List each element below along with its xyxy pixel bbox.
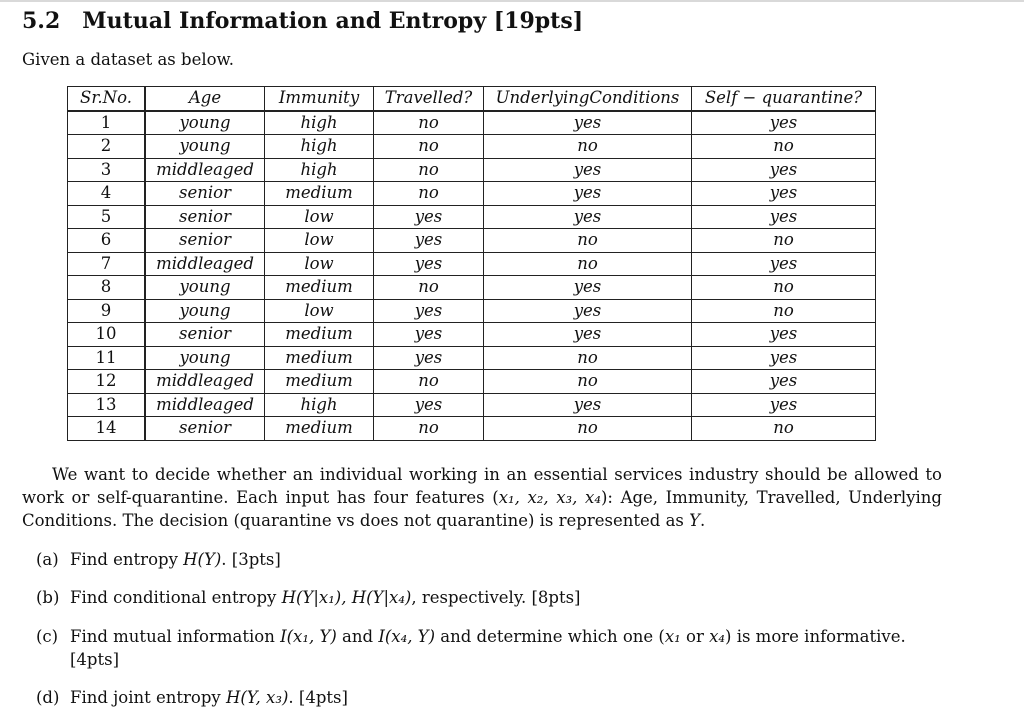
cell-age: young (145, 135, 265, 159)
question-b (36, 586, 580, 609)
description-part2: ): Age, Immunity, Travelled, Underlying Conditions. The decision (quarantine vs does not quarantine) is represented as (22, 488, 942, 530)
output-variable-math: Y (689, 511, 701, 530)
cell-self-quarantine: yes (692, 393, 876, 417)
cell-travelled: yes (374, 323, 484, 347)
header-sr-no: Sr.No. (68, 87, 146, 111)
cell-sr: 2 (68, 135, 146, 159)
table-row (68, 323, 876, 347)
question-math: H(Y) (183, 550, 222, 569)
problem-description (22, 463, 942, 532)
cell-immunity: high (265, 158, 374, 182)
cell-underlying: yes (484, 158, 692, 182)
question-text: Find mutual information (70, 627, 281, 646)
cell-immunity: high (265, 393, 374, 417)
table-row (68, 252, 876, 276)
cell-immunity: medium (265, 346, 374, 370)
header-travelled: Travelled? (374, 87, 484, 111)
cell-self-quarantine: yes (692, 158, 876, 182)
header-age: Age (145, 87, 265, 111)
cell-underlying: yes (484, 205, 692, 229)
intro-text: Given a dataset as below. (22, 50, 234, 69)
question-label: (c) (36, 627, 59, 646)
question-math: H(Y|x₁), H(Y|x₄) (281, 588, 412, 607)
cell-age: senior (145, 323, 265, 347)
top-divider (0, 0, 1024, 2)
cell-age: senior (145, 417, 265, 441)
table-row (68, 276, 876, 300)
cell-travelled: yes (374, 346, 484, 370)
table-row (68, 370, 876, 394)
cell-sr: 14 (68, 417, 146, 441)
question-tail: , respectively. [8pts] (411, 588, 581, 607)
cell-sr: 6 (68, 229, 146, 253)
cell-immunity: medium (265, 417, 374, 441)
cell-travelled: no (374, 135, 484, 159)
header-underlying-conditions: UnderlyingConditions (484, 87, 692, 111)
cell-sr: 8 (68, 276, 146, 300)
cell-sr: 13 (68, 393, 146, 417)
cell-age: middleaged (145, 370, 265, 394)
cell-travelled: no (374, 276, 484, 300)
table-header-row (68, 87, 876, 111)
table-row (68, 299, 876, 323)
cell-age: middleaged (145, 252, 265, 276)
cell-self-quarantine: yes (692, 323, 876, 347)
cell-immunity: medium (265, 370, 374, 394)
cell-immunity: high (265, 111, 374, 135)
cell-age: senior (145, 182, 265, 206)
cell-self-quarantine: no (692, 299, 876, 323)
cell-underlying: yes (484, 111, 692, 135)
question-text: Find joint entropy (70, 688, 226, 707)
header-immunity: Immunity (265, 87, 374, 111)
question-label: (a) (36, 550, 59, 569)
cell-immunity: medium (265, 323, 374, 347)
cell-age: young (145, 276, 265, 300)
cell-underlying: no (484, 252, 692, 276)
cell-sr: 5 (68, 205, 146, 229)
question-points: [4pts] (70, 650, 120, 669)
question-label: (b) (36, 588, 60, 607)
cell-underlying: no (484, 346, 692, 370)
cell-travelled: no (374, 182, 484, 206)
question-tail: . [3pts] (221, 550, 281, 569)
cell-age: senior (145, 229, 265, 253)
header-self-quarantine: Self − quarantine? (692, 87, 876, 111)
question-tail: . [4pts] (288, 688, 348, 707)
question-text: Find conditional entropy (70, 588, 282, 607)
cell-self-quarantine: yes (692, 111, 876, 135)
cell-underlying: yes (484, 276, 692, 300)
table-row (68, 205, 876, 229)
cell-immunity: high (265, 135, 374, 159)
section-heading (22, 8, 583, 34)
question-tail: ) is more informative. (725, 627, 906, 646)
question-math-3: x₁ (664, 627, 681, 646)
table-row (68, 417, 876, 441)
cell-self-quarantine: yes (692, 252, 876, 276)
cell-underlying: yes (484, 182, 692, 206)
description-part3: . (700, 511, 706, 530)
table-row (68, 346, 876, 370)
cell-self-quarantine: yes (692, 205, 876, 229)
question-math-2: I(x₄, Y) (378, 627, 436, 646)
cell-travelled: yes (374, 299, 484, 323)
cell-sr: 1 (68, 111, 146, 135)
cell-immunity: medium (265, 182, 374, 206)
cell-travelled: yes (374, 229, 484, 253)
cell-sr: 9 (68, 299, 146, 323)
cell-sr: 10 (68, 323, 146, 347)
question-text: Find entropy (70, 550, 184, 569)
cell-immunity: low (265, 299, 374, 323)
cell-self-quarantine: no (692, 417, 876, 441)
cell-self-quarantine: no (692, 135, 876, 159)
question-mid-3: or (680, 627, 710, 646)
cell-sr: 7 (68, 252, 146, 276)
cell-travelled: yes (374, 393, 484, 417)
cell-immunity: medium (265, 276, 374, 300)
question-mid-2: and determine which one ( (435, 627, 665, 646)
cell-immunity: low (265, 205, 374, 229)
cell-sr: 3 (68, 158, 146, 182)
table-row (68, 111, 876, 135)
cell-underlying: yes (484, 393, 692, 417)
cell-underlying: no (484, 370, 692, 394)
cell-age: middleaged (145, 158, 265, 182)
question-math: H(Y, x₃) (225, 688, 289, 707)
table-row (68, 182, 876, 206)
features-math: x₁, x₂, x₃, x₄ (498, 488, 601, 507)
cell-underlying: no (484, 417, 692, 441)
cell-age: middleaged (145, 393, 265, 417)
cell-self-quarantine: no (692, 229, 876, 253)
cell-sr: 4 (68, 182, 146, 206)
cell-sr: 11 (68, 346, 146, 370)
cell-immunity: low (265, 229, 374, 253)
question-math-4: x₄ (709, 627, 726, 646)
cell-self-quarantine: yes (692, 182, 876, 206)
cell-immunity: low (265, 252, 374, 276)
cell-age: senior (145, 205, 265, 229)
cell-travelled: no (374, 370, 484, 394)
cell-underlying: yes (484, 299, 692, 323)
cell-underlying: no (484, 135, 692, 159)
question-mid: and (336, 627, 379, 646)
cell-self-quarantine: no (692, 276, 876, 300)
cell-travelled: no (374, 417, 484, 441)
table-row (68, 158, 876, 182)
dataset-table (67, 86, 876, 441)
cell-age: young (145, 346, 265, 370)
cell-underlying: no (484, 229, 692, 253)
cell-underlying: yes (484, 323, 692, 347)
cell-age: young (145, 111, 265, 135)
cell-age: young (145, 299, 265, 323)
question-c (36, 625, 956, 671)
question-label: (d) (36, 688, 60, 707)
cell-travelled: yes (374, 252, 484, 276)
cell-travelled: no (374, 158, 484, 182)
question-math: I(x₁, Y) (280, 627, 337, 646)
cell-sr: 12 (68, 370, 146, 394)
question-a (36, 548, 281, 571)
section-title: Mutual Information and Entropy [19pts] (82, 8, 584, 34)
table-row (68, 229, 876, 253)
cell-self-quarantine: yes (692, 346, 876, 370)
section-number: 5.2 (22, 8, 61, 34)
table-row (68, 135, 876, 159)
table-row (68, 393, 876, 417)
cell-travelled: no (374, 111, 484, 135)
description-part1: We want to decide whether an individual working in an essential services industry should be allowed to work or self-quarantine. Each input has four features ( (22, 465, 942, 507)
cell-travelled: yes (374, 205, 484, 229)
question-d (36, 686, 348, 709)
cell-self-quarantine: yes (692, 370, 876, 394)
